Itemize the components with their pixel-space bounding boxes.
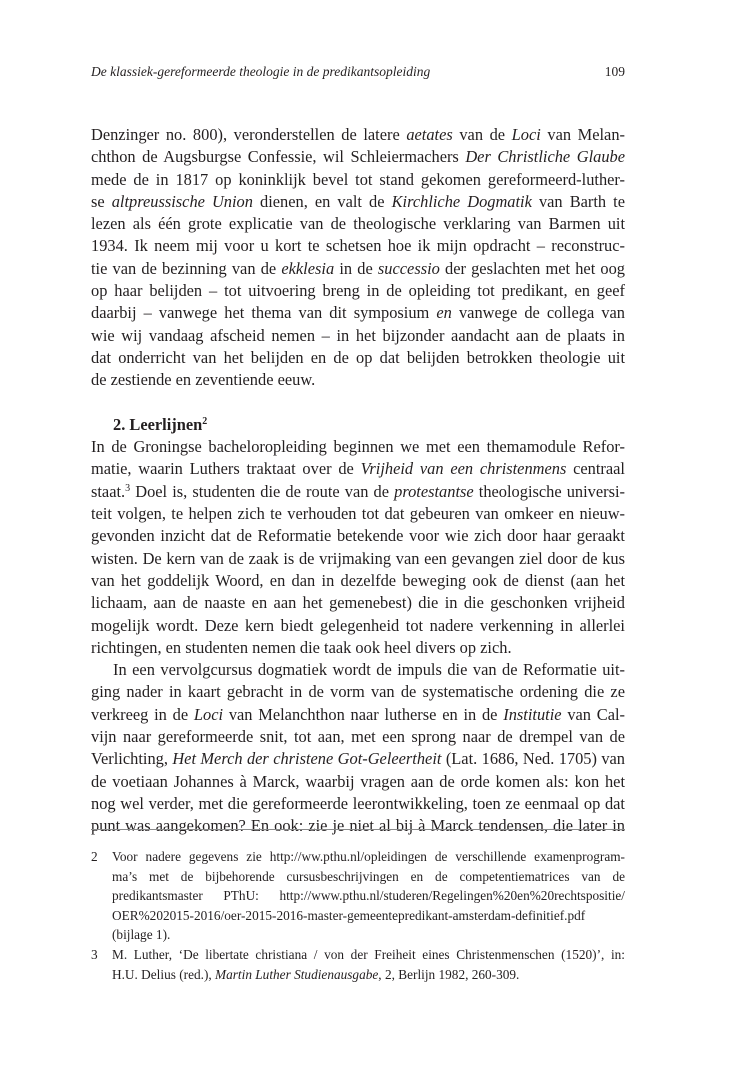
running-head [91,63,625,81]
text-line: staat.$^3$ Doel is, studenten die de route van de protestantse theologische universi- [91,481,625,501]
text-line: tie van de bezinning van de ekklesia in de successio der geslachten met het oog [91,258,626,278]
footnote-line: ma’s met de bijbehorende cursusbeschrijvingen en de competentiematrices van de [112,868,625,884]
text-line: punt was aangekomen? En ook: zie je niet al bij à Marck tendensen, die later in [91,816,625,836]
text-line: vijn naar gereformeerde snit, tot aan, met een sprong naar de drempel van de [91,727,625,747]
text-line: gevonden inzicht dat de Reformatie betekende voor wie zich door haar geraakt [91,526,625,546]
footnote-line: H.U. Delius (red.), Martin Luther Studienausgabe, 2, Berlijn 1982, 260-309. [112,966,520,982]
footnote-ref: 3 [125,482,131,494]
footnote-line: M. Luther, ‘De libertate christiana / von der Freiheit eines Christenmenschen (1520)’, in: [112,946,625,962]
running-title: De klassiek-gereformeerde theologie in de predikantsopleiding [91,64,431,79]
footnote-ref: 2 [202,415,208,427]
footnote-line: Voor nadere gegevens zie http://ww.pthu.nl/opleidingen de verschillende examenprogram- [112,849,625,864]
text-line: In de Groningse bacheloropleiding beginnen we met een themamodule Refor- [91,437,625,457]
footnote-line: OER%202015-2016/oer-2015-2016-master-gemeentepredikant-amsterdam-definitief.pdf [112,907,586,923]
footnote-number: 2 [91,849,98,864]
text-line: ging nader in kaart gebracht in de vorm van de systematische ordening die ze [91,682,625,702]
text-line: op haar belijden – tot uitvoering breng in de opleiding tot predikant, en geef [91,281,625,301]
page-number: 109 [604,64,625,79]
section-heading: 2. Leerlijnen$^2$ [113,414,208,434]
text-line: richtingen, en studenten nemen die taak ook heel divers op zich. [91,637,512,657]
footnote-line: predikantsmaster PThU: http://www.pthu.nl/studeren/Regelingen%20en%20rechtspositie/ [112,888,625,904]
text-line: mogelijk wordt. Deze kern biedt gelegenheid tot nadere verkenning in allerlei [91,615,625,635]
text-line: dat onderricht van het belijden en de op dat belijden betrokken theologie uit [91,347,625,367]
text-line: chthon de Augsburgse Confessie, wil Schleiermachers Der Christliche Glaube [91,147,625,167]
footnote-divider [91,829,625,830]
text-line: wie wij vandaag afscheid nemen – in het bijzonder aandacht aan de plaats in [91,325,625,345]
text-line: Denzinger no. 800), veronderstellen de latere aetates van de Loci van Melan- [91,125,625,144]
text-line: lezen als één grote explicatie van de theologische verklaring van Barmen uit [91,214,625,234]
text-line: verkreeg in de Loci van Melanchthon naar lutherse en in de Institutie van Cal- [91,704,625,724]
footnote-line: (bijlage 1). [112,927,171,943]
text-line: van het goddelijk Woord, en dan in dezelfde beweging ook de dienst (aan het [91,570,625,590]
footnote-2 [91,847,625,945]
text-line: wisten. De kern van de zaak is de vrijmaking van een gevangen ziel door de kus [91,548,625,568]
text-line: teit volgen, te helpen zich te verhouden tot dat gebeuren van omkeer en nieuw- [91,504,625,524]
footnote-3 [91,945,625,984]
text-line: In een vervolgcursus dogmatiek wordt de impuls die van de Reformatie uit- [113,660,625,680]
text-line: Verlichting, Het Merch der christene Got-Geleertheit (Lat. 1686, Ned. 1705) van [91,749,625,769]
text-line: de zestiende en zeventiende eeuw. [91,370,316,390]
text-line: de voetiaan Johannes à Marck, waarbij vragen aan de orde komen als: kon het [91,771,625,791]
text-line: 1934. Ik neem mij voor u kort te schetsen hoe ik mijn opdracht – reconstruc- [91,236,625,256]
footnotes [91,847,625,984]
text-line: lichaam, aan de naaste en aan het gemenebest) die in die geschonken vrijheid [91,593,625,613]
text-line: nog wel verder, met die gereformeerde leerontwikkeling, toen ze eenmaal op dat [91,793,625,813]
text-line: matie, waarin Luthers traktaat over de Vrijheid van een christenmens centraal [91,459,625,479]
text-line: se altpreussische Union dienen, en valt de Kirchliche Dogmatik van Barth te [91,191,625,211]
footnote-number: 3 [91,946,98,962]
text-line: daarbij – vanwege het thema van dit symposium en vanwege de collega van [91,303,625,323]
text-line: mede de in 1817 op koninklijk bevel tot stand gekomen gereformeerd-luther- [91,169,625,189]
main-text [91,124,625,838]
